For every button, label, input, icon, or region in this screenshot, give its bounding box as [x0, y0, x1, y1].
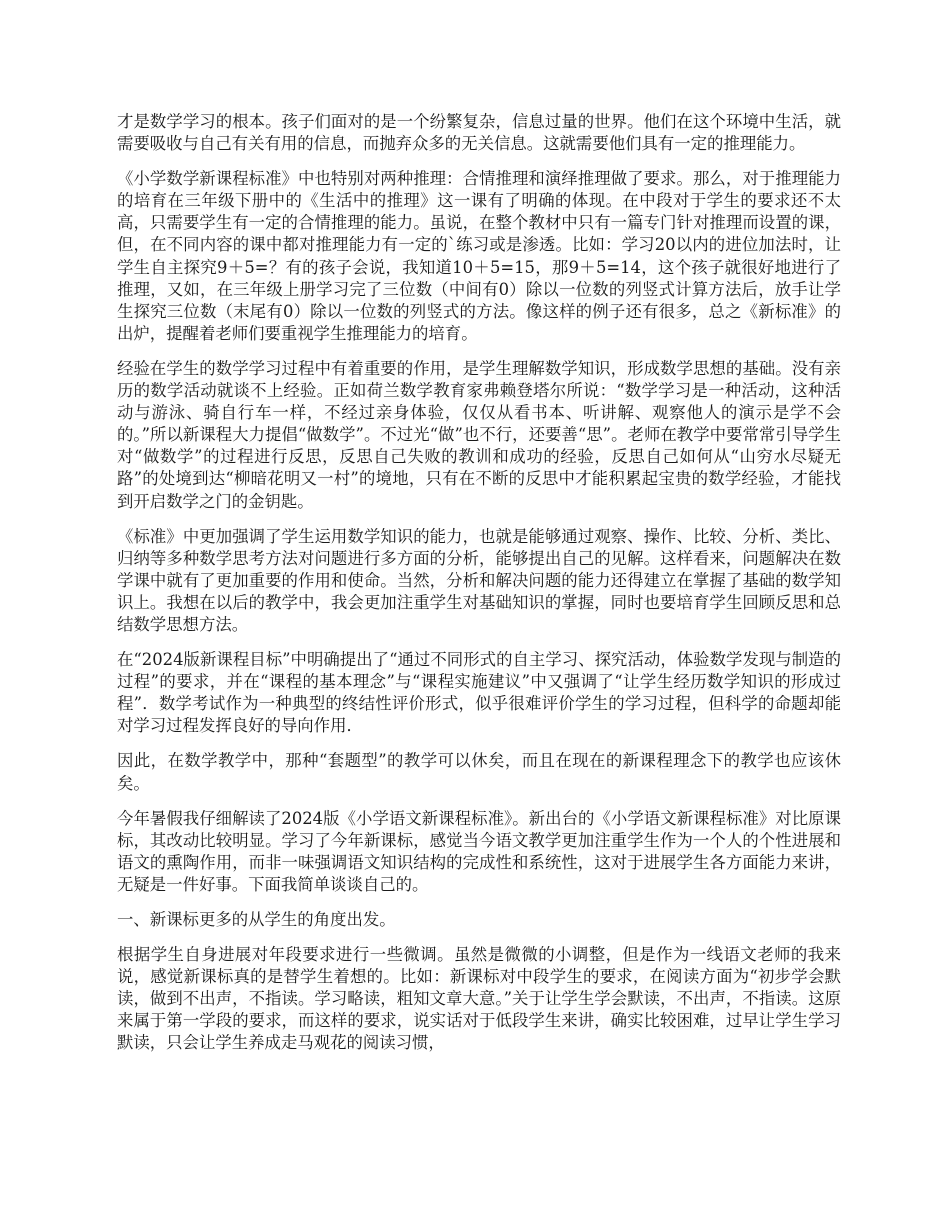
paragraph-7: 今年暑假我仔细解读了2024版《小学语文新课程标准》。新出台的《小学语文新课程标准》对比原课标，其改动比较明显。学习了今年新课标，感觉当今语文教学更加注重学生作为一个人的个性进展和语文的熏陶作用，而非一味强调语文知识结构的完成性和系统性，这对于进展学生各方面能力来讲，无疑是一件好事。下面我简单谈谈自己的。: [117, 808, 841, 894]
paragraph-3: 经验在学生的数学学习过程中有着重要的作用，是学生理解数学知识，形成数学思想的基础。没有亲历的数学活动就谈不上经验。正如荷兰数学教育家弗赖登塔尔所说：“数学学习是一种活动，这种活动与游泳、骑自行车一样，不经过亲身体验，仅仅从看书本、听讲解、观察他人的演示是学不会的。”所以新课程大力提倡“做数学”。不过光“做”也不行，还要善“思”。老师在教学中要常常引导学生对“做数学”的过程进行反思，反思自己失败的教训和成功的经验，反思自己如何从“山穷水尽疑无路”的处境到达“柳暗花明又一村”的境地，只有在不断的反思中才能积累起宝贵的数学经验，才能找到开启数学之门的金钥匙。: [117, 358, 841, 511]
paragraph-9: 根据学生自身进展对年段要求进行一些微调。虽然是微微的小调整，但是作为一线语文老师的我来说，感觉新课标真的是替学生着想的。比如：新课标对中段学生的要求，在阅读方面为“初步学会默读，做到不出声，不指读。学习略读，粗知文章大意。”关于让学生学会默读，不出声，不指读。这原来属于第一学段的要求，而这样的要求，说实话对于低段学生来讲，确实比较困难，过早让学生学习默读，只会让学生养成走马观花的阅读习惯，: [117, 945, 841, 1053]
paragraph-4: 《标准》中更加强调了学生运用数学知识的能力，也就是能够通过观察、操作、比较、分析、类比、归纳等多种数学思考方法对问题进行多方面的分析，能够提出自己的见解。这样看来，问题解决在数学课中就有了更加重要的作用和使命。当然，分析和解决问题的能力还得建立在掌握了基础的数学知识上。我想在以后的教学中，我会更加注重学生对基础知识的掌握，同时也要培育学生回顾反思和总结数学思想方法。: [117, 526, 841, 634]
section-heading: 一、新课标更多的从学生的角度出发。: [117, 910, 396, 929]
paragraph-5: 在“2024版新课程目标”中明确提出了“通过不同形式的自主学习、探究活动，体验数学发现与制造的过程”的要求，并在“课程的基本理念”与“课程实施建议”中又强调了“让学生经历数学知识的形成过程”．数学考试作为一种典型的终结性评价形式，似乎很难评价学生的学习过程，但科学的命题却能对学习过程发挥良好的导向作用．: [117, 650, 841, 736]
paragraph-2: 《小学数学新课程标准》中也特别对两种推理：合情推理和演绎推理做了要求。那么，对于推理能力的培育在三年级下册中的《生活中的推理》这一课有了明确的体现。在中段对于学生的要求还不太高，只需要学生有一定的合情推理的能力。虽说，在整个教材中只有一篇专门针对推理而设置的课，但，在不同内容的课中都对推理能力有一定的`练习或是渗透。比如：学习20以内的进位加法时，让学生自主探究9＋5=？有的孩子会说，我知道10＋5=15，那9＋5=14，这个孩子就很好地进行了推理，又如，在三年级上册学习完了三位数（中间有0）除以一位数的列竖式计算方法后，放手让学生探究三位数（末尾有0）除以一位数的列竖式的方法。像这样的例子还有很多，总之《新标准》的出炉，提醒着老师们要重视学生推理能力的培育。: [117, 169, 841, 343]
document-body: [117, 111, 841, 1068]
paragraph-6: 因此，在数学教学中，那种“套题型”的教学可以休矣，而且在现在的新课程理念下的教学也应该休矣。: [117, 751, 841, 793]
paragraph-1: 才是数学学习的根本。孩子们面对的是一个纷繁复杂，信息过量的世界。他们在这个环境中生活，就需要吸收与自己有关有用的信息，而抛弃众多的无关信息。这就需要他们具有一定的推理能力。: [117, 112, 841, 154]
